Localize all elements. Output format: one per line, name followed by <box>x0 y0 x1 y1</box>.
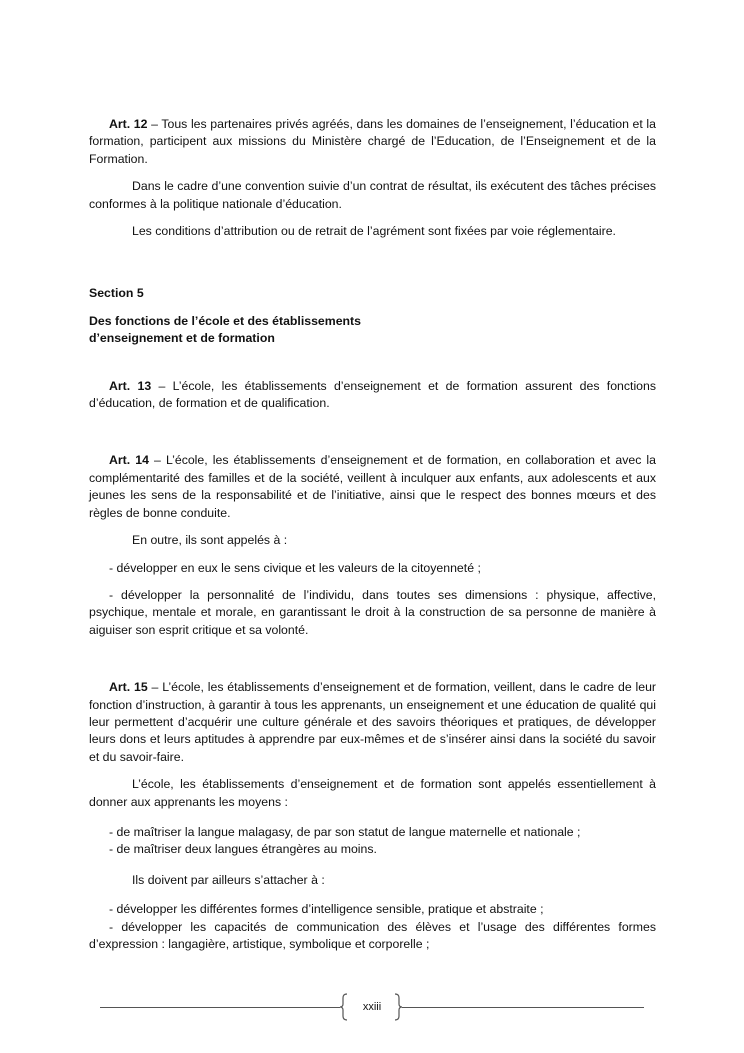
footer-rule-left <box>100 1007 340 1008</box>
art15-list-item-2: - de maîtriser deux langues étrangères au moins. <box>109 842 377 857</box>
art12-paragraph-3: Les conditions d’attribution ou de retrait de l’agrément sont fixées par voie réglementaire. <box>132 224 616 239</box>
art12-label: Art. 12 <box>109 117 148 131</box>
art14-list-item-2: - développer la personnalité de l’individu, dans toutes ses dimensions : physique, affective, psychique, mentale et morale, en garantissant le droit à la construction de sa personne de manière à aiguiser son esprit critique et sa volonté. <box>89 587 656 637</box>
art12-paragraph-2: Dans le cadre d’une convention suivie d’un contrat de résultat, ils exécutent des tâches précises conformes à la politique nationale d’éducation. <box>89 179 656 211</box>
page-number: xxiii <box>362 1001 382 1013</box>
footer-rule-right <box>402 1007 644 1008</box>
section-heading: Des fonctions de l’école et des établissements d’enseignement et de formation <box>89 313 361 346</box>
art15-list-item-4: - développer les capacités de communication des élèves et l’usage des différentes formes d’expression : langagière, artistique, symbolique et corporelle ; <box>89 919 656 951</box>
art15-list-item-3: - développer les différentes formes d’intelligence sensible, pratique et abstraite ; <box>109 902 544 917</box>
page-footer <box>100 993 644 1023</box>
art15-paragraph-2: L’école, les établissements d’enseignement et de formation sont appelés essentiellement à donner aux apprenants les moyens : <box>89 777 656 809</box>
art15-paragraph-1: Art. 15 – L’école, les établissements d’enseignement et de formation, veillent, dans le cadre de leur fonction d’instruction, à garantir à tous les apprenants, un enseignement et une éducation de qualité qui leur permettent d’acquérir une culture générale et des savoirs théoriques et pratiques, de développer leurs dons et leurs aptitudes à apprendre par eux-mêmes et de s’insérer ainsi dans la société du savoir et du savoir-faire. <box>89 680 656 764</box>
art13-label: Art. 13 <box>109 378 152 393</box>
footer-bracket-right-icon <box>394 993 402 1021</box>
footer-bracket-left-icon <box>340 993 348 1021</box>
art15-list-item-1: - de maîtriser la langue malagasy, de par son statut de langue maternelle et nationale ; <box>109 824 581 839</box>
art14-label: Art. 14 <box>109 453 149 468</box>
art14-list-item-1: - développer en eux le sens civique et les valeurs de la citoyenneté ; <box>109 560 481 575</box>
art14-paragraph-1: Art. 14 – L’école, les établissements d’enseignement et de formation, en collaboration et avec la complémentarité des familles et de la société, veillent à inculquer aux enfants, aux adolescents et aux jeunes les sens de la responsabilité et de l’initiative, ainsi que le respect des bonnes mœurs et des règles de bonne conduite. <box>89 453 656 520</box>
art12-paragraph-1: Art. 12 – Tous les partenaires privés agréés, dans les domaines de l’enseignement, l’éducation et la formation, participent aux missions du Ministère chargé de l’Education, de l’Enseignement et de la Formation. <box>89 117 656 166</box>
art14-paragraph-2: En outre, ils sont appelés à : <box>132 533 288 548</box>
art15-paragraph-3: Ils doivent par ailleurs s’attacher à : <box>132 872 325 887</box>
document-page <box>89 116 656 953</box>
art13-paragraph-1: Art. 13 – L’école, les établissements d’enseignement et de formation assurent des fonctions d’éducation, de formation et de qualification. <box>89 378 656 411</box>
art15-label: Art. 15 <box>109 680 148 695</box>
section-title: Section 5 <box>89 286 144 301</box>
